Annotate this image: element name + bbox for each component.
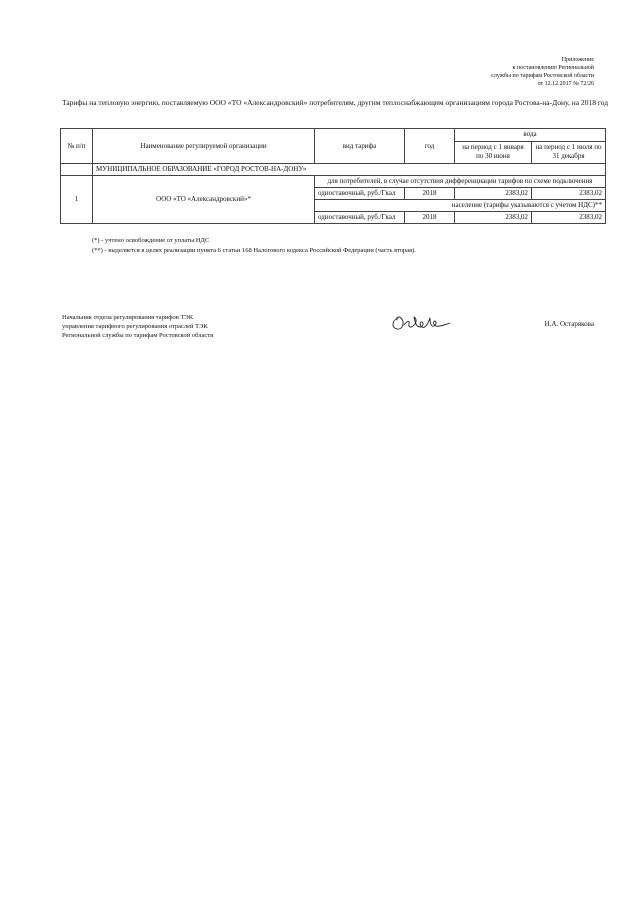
signatory-line-3: Региональной службы по тарифам Ростовской области <box>62 332 214 339</box>
header-period-2: на период с 1 июля по 31 декабря <box>532 141 606 163</box>
org-name: ООО «ТО «Александровский»* <box>93 176 315 224</box>
table-header-row <box>61 129 606 142</box>
annex-line-4: от 12.12.2017 № 72/26 <box>537 81 594 87</box>
year-cell: 2018 <box>405 212 455 224</box>
value-period-2: 2383,02 <box>532 212 606 224</box>
annex-line-3: службы по тарифам Ростовской области <box>491 73 594 79</box>
signatory-line-2: управления тарифного регулирования отраслей ТЭК <box>62 323 208 330</box>
value-period-1: 2383,02 <box>455 212 532 224</box>
footnote-1: (*) - учтено освобождение от уплаты НДС <box>92 237 210 244</box>
signatory-name: Н.А. Остарякова <box>544 320 594 328</box>
header-year: год <box>405 129 455 164</box>
annex-line-1: Приложение <box>561 57 594 63</box>
header-period-1: на период с 1 января по 30 июня <box>455 141 532 163</box>
header-org: Наименование регулируемой организации <box>93 129 315 164</box>
annex-block <box>491 56 594 88</box>
year-cell: 2018 <box>405 188 455 200</box>
header-water: вода <box>455 129 606 142</box>
header-tariff-type: вид тарифа <box>315 129 405 164</box>
signatory-position <box>62 313 214 340</box>
tariff-type-cell: одноставочный, руб./Гкал <box>315 212 405 224</box>
tariff-table <box>60 128 606 224</box>
row-number: 1 <box>61 176 93 224</box>
section-consumers: для потребителей, в случае отсутствия дифференциации тарифов по схеме подключения <box>315 176 606 188</box>
annex-line-2: к постановлению Региональной <box>512 65 594 71</box>
municipality-empty-cell <box>61 164 93 176</box>
municipality-label: МУНИЦИПАЛЬНОЕ ОБРАЗОВАНИЕ «ГОРОД РОСТОВ-НА-ДОНУ» <box>93 164 606 176</box>
value-period-2: 2383,02 <box>532 188 606 200</box>
footnotes <box>92 236 416 256</box>
header-num: № п/п <box>61 129 93 164</box>
section-population: население (тарифы указываются с учетом НДС)** <box>315 200 606 212</box>
municipality-row <box>61 164 606 176</box>
value-period-1: 2383,02 <box>455 188 532 200</box>
footnote-2: (**) - выделяется в целях реализации пункта 6 статьи 168 Налогового кодекса Российской Федерации (часть вторая). <box>92 247 416 254</box>
tariff-type-cell: одноставочный, руб./Гкал <box>315 188 405 200</box>
document-title: Тарифы на тепловую энергию, поставляемую ООО «ТО «Александровский» потребителям, другим теплоснабжающим организациям города Ростова-на-Дону, на 2018 год <box>61 98 609 107</box>
handwritten-signature <box>388 310 454 336</box>
signatory-line-1: Начальник отдела регулирования тарифов ТЭК <box>62 314 194 321</box>
table-row <box>61 176 606 188</box>
